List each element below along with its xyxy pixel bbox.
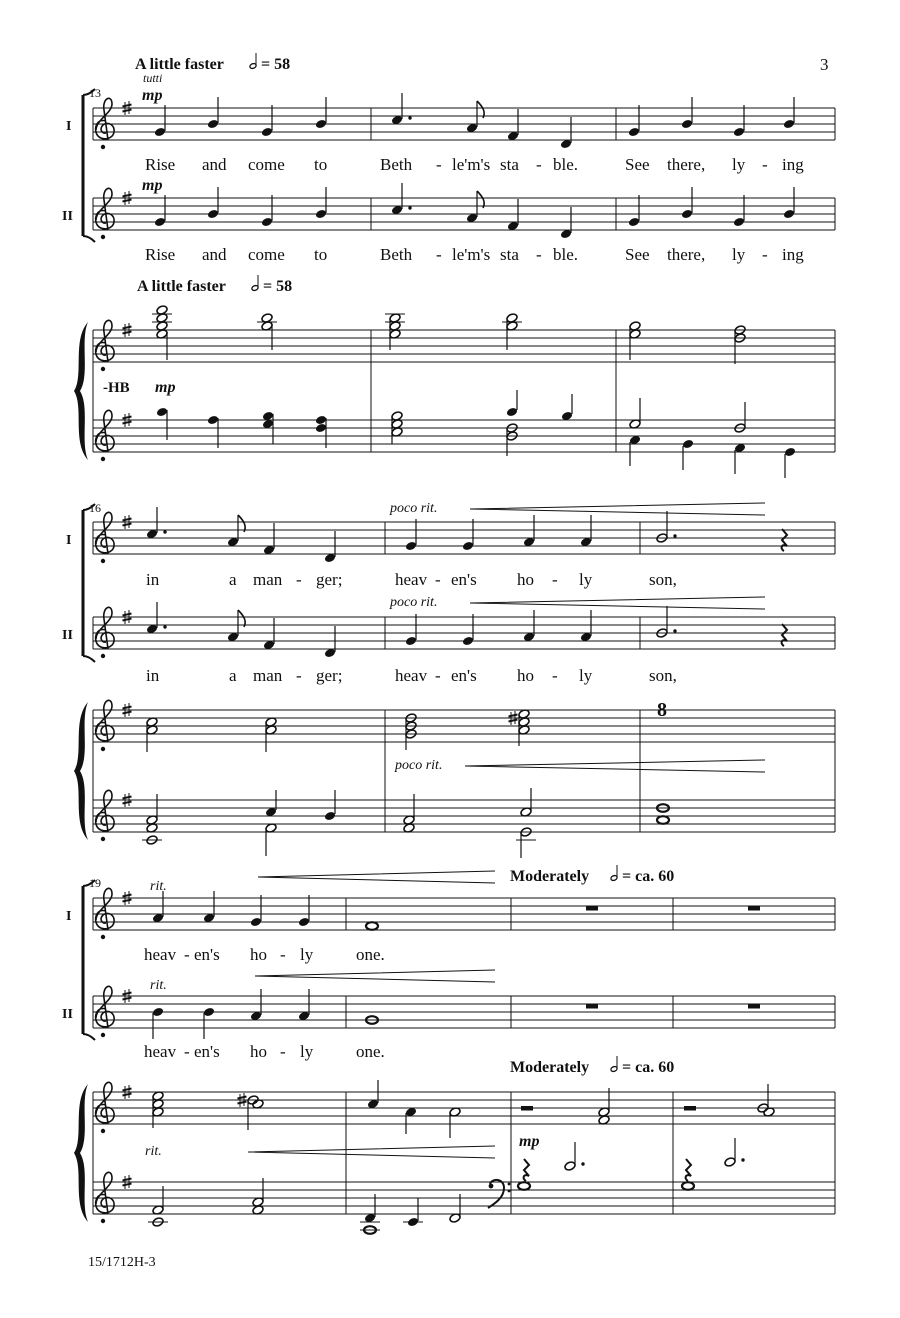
- voice-label-1: I: [66, 119, 72, 134]
- rit-marking: rit.: [150, 978, 167, 993]
- svg-text:ho: ho: [250, 945, 267, 964]
- svg-text:-: -: [552, 570, 558, 589]
- voice-label-2: II: [62, 209, 73, 224]
- decrescendo-hairpin: [248, 1146, 495, 1158]
- svg-text:-: -: [296, 570, 302, 589]
- svg-text:ho: ho: [250, 1042, 267, 1061]
- svg-text:ger;: ger;: [316, 666, 343, 685]
- svg-text:le'm's: le'm's: [452, 245, 491, 264]
- piano-bass-staff: [93, 788, 835, 858]
- chords: [148, 1138, 745, 1234]
- svg-text:ly: ly: [579, 570, 593, 589]
- svg-text:-: -: [435, 570, 441, 589]
- svg-text:man: man: [253, 570, 283, 589]
- svg-text:there,: there,: [667, 155, 706, 174]
- svg-text:there,: there,: [667, 245, 706, 264]
- svg-text:to: to: [314, 245, 328, 264]
- staff-voice-1: [93, 888, 835, 939]
- svg-text:ble.: ble.: [553, 155, 579, 174]
- svg-text:and: and: [202, 155, 227, 174]
- staff-voice-2: [93, 986, 835, 1039]
- svg-text:-: -: [184, 945, 190, 964]
- notes: [154, 93, 795, 149]
- svg-text:-: -: [436, 245, 442, 264]
- staff-voice-1: [93, 93, 835, 149]
- dynamic-mp: mp: [142, 87, 163, 104]
- svg-text:in: in: [146, 666, 160, 685]
- chords: [142, 788, 669, 858]
- decrescendo-hairpin: [258, 871, 495, 883]
- tempo-value-faster: = 58: [263, 278, 293, 295]
- piano-treble-staff: [93, 699, 835, 832]
- svg-text:en's: en's: [451, 570, 477, 589]
- svg-text:heav: heav: [144, 1042, 177, 1061]
- svg-text:heav: heav: [144, 945, 177, 964]
- svg-text:a: a: [229, 570, 237, 589]
- svg-text:-: -: [762, 155, 768, 174]
- chords: [156, 390, 796, 478]
- svg-text:sta: sta: [500, 155, 519, 174]
- tempo-value-moderately: = ca. 60: [622, 1059, 675, 1076]
- dynamic-mp: mp: [142, 177, 163, 194]
- svg-text:heav: heav: [395, 666, 428, 685]
- half-note-tempo-icon: [249, 53, 257, 69]
- measure-number-13: 13: [89, 86, 101, 100]
- svg-text:-: -: [435, 666, 441, 685]
- voice-label-1: I: [66, 909, 72, 924]
- rit-marking: rit.: [150, 879, 167, 894]
- svg-text:Rise: Rise: [145, 155, 176, 174]
- svg-text:-: -: [296, 666, 302, 685]
- poco-rit-marking: poco rit.: [395, 758, 443, 773]
- piano-brace: [74, 322, 88, 460]
- svg-text:ho: ho: [517, 570, 534, 589]
- lyrics-system-1-voice-2: [145, 245, 804, 264]
- svg-text:ble.: ble.: [553, 245, 579, 264]
- svg-text:one.: one.: [356, 1042, 385, 1061]
- svg-text:come: come: [248, 155, 285, 174]
- chords: [152, 305, 746, 364]
- svg-text:and: and: [202, 245, 227, 264]
- svg-text:en's: en's: [194, 945, 220, 964]
- notes: [152, 891, 760, 930]
- measure-number-16: 16: [89, 501, 101, 515]
- svg-text:in: in: [146, 570, 160, 589]
- half-note-tempo-icon: [610, 1056, 618, 1072]
- svg-text:sta: sta: [500, 245, 519, 264]
- dynamic-mp: mp: [519, 1133, 540, 1150]
- staff-voice-1: [93, 507, 835, 563]
- decrescendo-hairpin: [465, 760, 765, 772]
- svg-text:ly: ly: [300, 1042, 314, 1061]
- tempo-marking-faster: A little faster: [135, 56, 224, 73]
- svg-text:a: a: [229, 666, 237, 685]
- chords: [146, 709, 530, 752]
- svg-text:ing: ing: [782, 155, 804, 174]
- svg-text:Beth: Beth: [380, 245, 413, 264]
- poco-rit-marking: poco rit.: [390, 501, 438, 516]
- svg-text:one.: one.: [356, 945, 385, 964]
- decrescendo-hairpin: [255, 970, 495, 982]
- decrescendo-hairpin: [470, 503, 765, 515]
- voice-label-2: II: [62, 628, 73, 643]
- svg-text:See: See: [625, 245, 650, 264]
- lyrics-system-1-voice-1: [145, 155, 804, 174]
- svg-text:to: to: [314, 155, 328, 174]
- svg-text:le'm's: le'm's: [452, 155, 491, 174]
- piano-bass-staff: [93, 390, 835, 478]
- svg-text:son,: son,: [649, 570, 677, 589]
- svg-text:en's: en's: [194, 1042, 220, 1061]
- half-note-tempo-icon: [251, 275, 259, 291]
- svg-text:ly: ly: [579, 666, 593, 685]
- notes: [146, 507, 787, 563]
- publisher-code: 15/1712H-3: [88, 1255, 156, 1270]
- lyrics-system-3-voice-2: [144, 1042, 385, 1061]
- svg-text:Beth: Beth: [380, 155, 413, 174]
- svg-text:Rise: Rise: [145, 245, 176, 264]
- piano-brace: [74, 1084, 88, 1222]
- svg-text:ly: ly: [732, 155, 746, 174]
- staff-voice-2: [93, 602, 835, 658]
- measure-number-19: 19: [89, 876, 101, 890]
- chords: [152, 1080, 775, 1138]
- dynamic-mp: mp: [155, 379, 176, 396]
- svg-text:come: come: [248, 245, 285, 264]
- svg-text:-: -: [184, 1042, 190, 1061]
- tempo-value-moderately: = ca. 60: [622, 868, 675, 885]
- svg-text:son,: son,: [649, 666, 677, 685]
- notes: [154, 183, 795, 239]
- tempo-marking-faster: A little faster: [137, 278, 226, 295]
- svg-text:ly: ly: [732, 245, 746, 264]
- svg-text:en's: en's: [451, 666, 477, 685]
- bass-clef-icon: [488, 1180, 510, 1208]
- page-number: 3: [820, 55, 829, 74]
- lyrics-system-2-voice-2: [146, 666, 677, 685]
- hb-marking: -HB: [103, 380, 130, 396]
- tempo-value-faster: = 58: [261, 56, 291, 73]
- tempo-marking-moderately: Moderately: [510, 868, 590, 885]
- svg-text:man: man: [253, 666, 283, 685]
- octave-8-marking: 8: [657, 699, 667, 721]
- svg-text:-: -: [280, 1042, 286, 1061]
- svg-text:ly: ly: [300, 945, 314, 964]
- piano-bass-staff: [93, 1138, 835, 1234]
- svg-text:-: -: [536, 155, 542, 174]
- svg-text:ing: ing: [782, 245, 804, 264]
- svg-text:-: -: [762, 245, 768, 264]
- svg-text:See: See: [625, 155, 650, 174]
- voice-label-2: II: [62, 1007, 73, 1022]
- notes: [146, 602, 787, 658]
- lyrics-system-3-voice-1: [144, 945, 385, 964]
- staff-voice-2: [93, 183, 835, 239]
- rit-marking: rit.: [145, 1144, 162, 1159]
- half-note-tempo-icon: [610, 865, 618, 881]
- svg-text:-: -: [536, 245, 542, 264]
- lyrics-system-2-voice-1: [146, 570, 677, 589]
- piano-treble-staff: [93, 305, 835, 452]
- svg-text:-: -: [552, 666, 558, 685]
- tutti-marking: tutti: [143, 71, 163, 85]
- svg-text:-: -: [280, 945, 286, 964]
- svg-text:ger;: ger;: [316, 570, 343, 589]
- tempo-marking-moderately: Moderately: [510, 1059, 590, 1076]
- piano-brace: [74, 702, 88, 840]
- decrescendo-hairpin: [470, 597, 765, 609]
- poco-rit-marking: poco rit.: [390, 595, 438, 610]
- svg-text:-: -: [436, 155, 442, 174]
- voice-label-1: I: [66, 533, 72, 548]
- svg-text:heav: heav: [395, 570, 428, 589]
- svg-text:ho: ho: [517, 666, 534, 685]
